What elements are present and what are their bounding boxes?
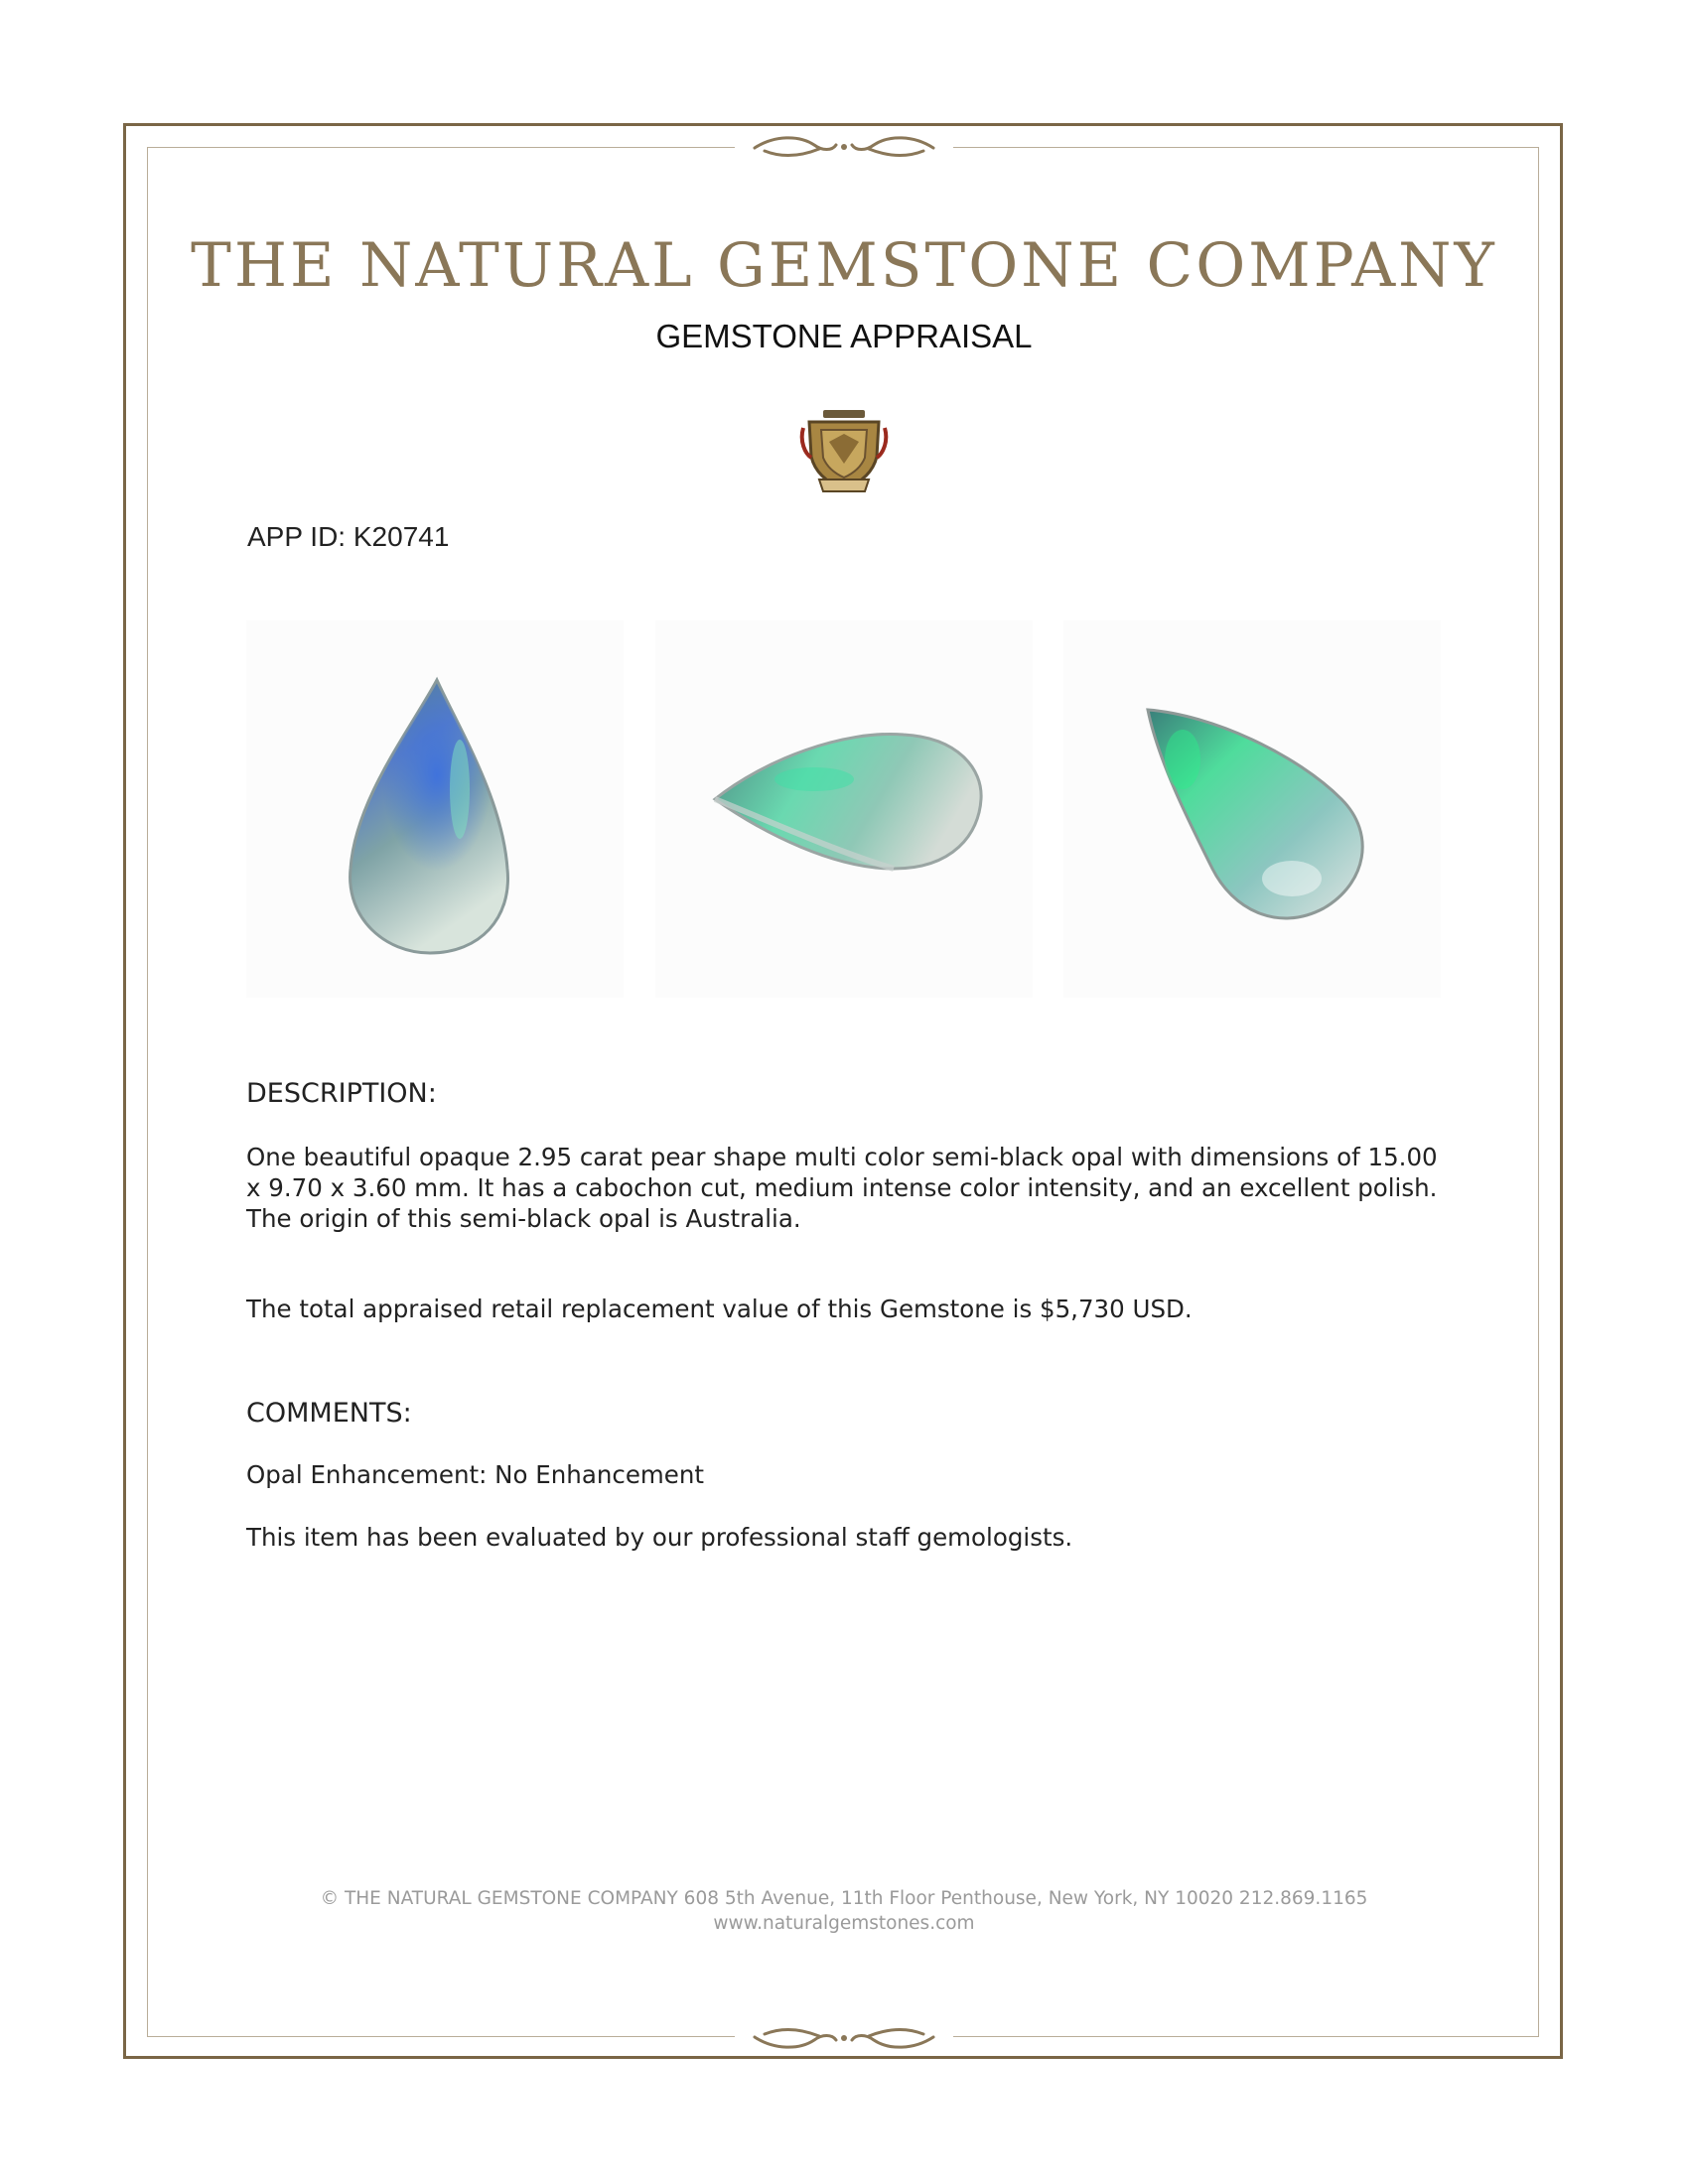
evaluation-comment: This item has been evaluated by our professional staff gemologists. (246, 1523, 1073, 1552)
document-title: GEMSTONE APPRAISAL (655, 318, 1033, 354)
description-heading: DESCRIPTION: (246, 1078, 437, 1109)
opal-side-view (655, 620, 1033, 998)
opal-front-view (246, 620, 624, 998)
app-id-value: K20741 (352, 521, 450, 552)
footer-website[interactable]: www.naturalgemstones.com (713, 1913, 975, 1934)
top-rule-left (147, 147, 735, 148)
top-ornament-icon (745, 133, 943, 163)
bottom-rule-right (953, 2036, 1539, 2037)
appraised-value: The total appraised retail replacement value of this Gemstone is $5,730 USD. (246, 1295, 1193, 1323)
app-id (247, 521, 449, 553)
comments-heading: COMMENTS: (246, 1398, 412, 1429)
description-text: One beautiful opaque 2.95 carat pear shape multi color semi-black opal with dimensions of 15.00 x 9.70 x 3.60 mm. It has a cabochon cut, medium intense color intensity, and an excellent polish. The origin of this semi-black opal is Australia. (246, 1143, 1438, 1233)
opal-angled-view (1063, 620, 1441, 998)
crest-icon (799, 402, 889, 496)
top-rule-right (953, 147, 1539, 148)
bottom-rule-left (147, 2036, 735, 2037)
app-id-label: APP ID: (247, 521, 347, 552)
bottom-ornament-icon (745, 2022, 943, 2052)
enhancement-comment: Opal Enhancement: No Enhancement (246, 1460, 704, 1489)
company-name: THE NATURAL GEMSTONE COMPANY (191, 230, 1497, 301)
footer-address: © THE NATURAL GEMSTONE COMPANY 608 5th Avenue, 11th Floor Penthouse, New York, NY 10020 212.869.1165 (320, 1888, 1368, 1909)
